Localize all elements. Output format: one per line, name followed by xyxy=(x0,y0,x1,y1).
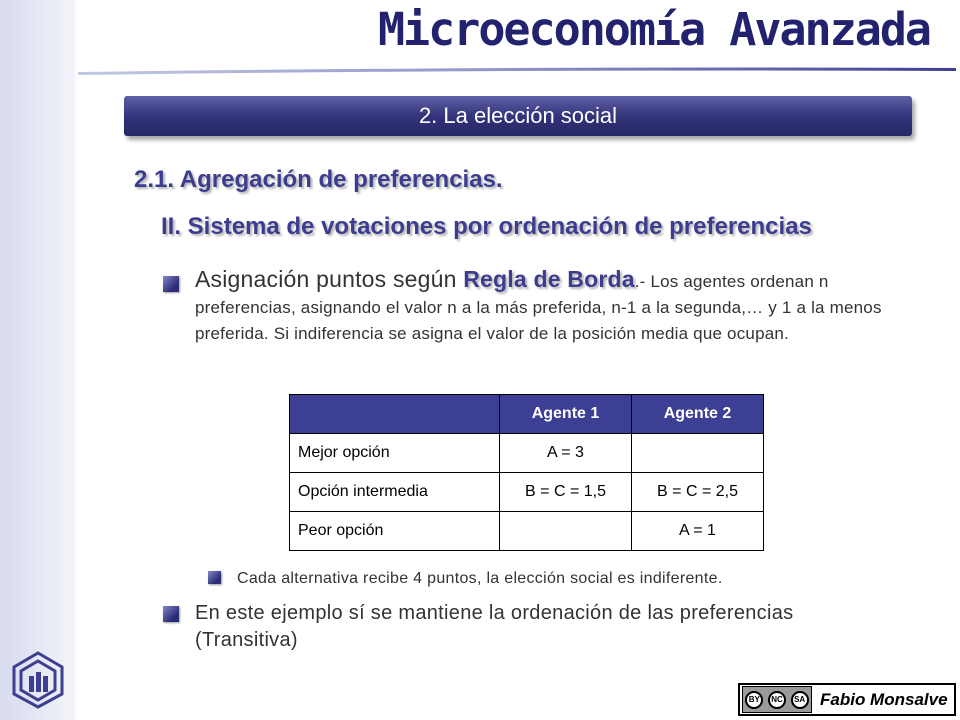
creative-commons-icon xyxy=(742,686,812,713)
table-cell: A = 3 xyxy=(500,434,632,473)
sa-icon: SA xyxy=(791,691,809,709)
subsubsection-title: II. Sistema de votaciones por ordenación de preferencias xyxy=(161,213,812,240)
table-cell: B = C = 2,5 xyxy=(632,473,764,512)
table-header-row xyxy=(290,395,764,434)
table-cell xyxy=(500,512,632,551)
indifference-note: Cada alternativa recibe 4 puntos, la elección social es indiferente. xyxy=(237,570,723,587)
transitivity-note: En este ejemplo sí se mantiene la ordenación de las preferencias (Transitiva) xyxy=(195,602,794,651)
table-row xyxy=(290,512,764,551)
table-cell: Mejor opción xyxy=(290,434,500,473)
para-rest: .- Los agentes ordenan n preferencias, asignando el valor n a la más preferida, n-1 a la segunda,… y 1 a la menos preferida. Si indiferencia se asigna el valor de la posición media que ocupan. xyxy=(195,272,882,343)
table-header-cell: Agente 2 xyxy=(632,395,764,434)
table-header-cell: Agente 1 xyxy=(500,395,632,434)
author-name: Fabio Monsalve xyxy=(820,689,948,709)
table-row xyxy=(290,473,764,512)
borda-rule-paragraph xyxy=(195,266,895,347)
nc-icon: NC xyxy=(768,691,786,709)
section-banner-title: 2. La elección social xyxy=(418,103,618,128)
table-cell: Opción intermedia xyxy=(290,473,500,512)
left-decorative-band xyxy=(0,0,78,720)
by-icon: BY xyxy=(745,691,763,709)
para-lead: Asignación puntos según xyxy=(195,266,464,292)
app-title: Microeconomía Avanzada xyxy=(377,3,930,56)
square-bullet-icon xyxy=(208,571,221,584)
table-header-cell xyxy=(290,395,500,434)
table-cell: B = C = 1,5 xyxy=(500,473,632,512)
square-bullet-icon xyxy=(163,276,179,292)
borda-points-table xyxy=(289,394,764,551)
university-logo-icon xyxy=(10,650,66,710)
header-underline xyxy=(78,64,958,76)
borda-term: Regla de Borda xyxy=(463,266,635,292)
table-cell: Peor opción xyxy=(290,512,500,551)
table-cell: A = 1 xyxy=(632,512,764,551)
subsection-title: 2.1. Agregación de preferencias. xyxy=(134,166,503,193)
section-banner xyxy=(124,96,912,136)
cc-license-badge xyxy=(738,683,956,716)
square-bullet-icon xyxy=(163,606,179,622)
table-cell xyxy=(632,434,764,473)
table-row xyxy=(290,434,764,473)
